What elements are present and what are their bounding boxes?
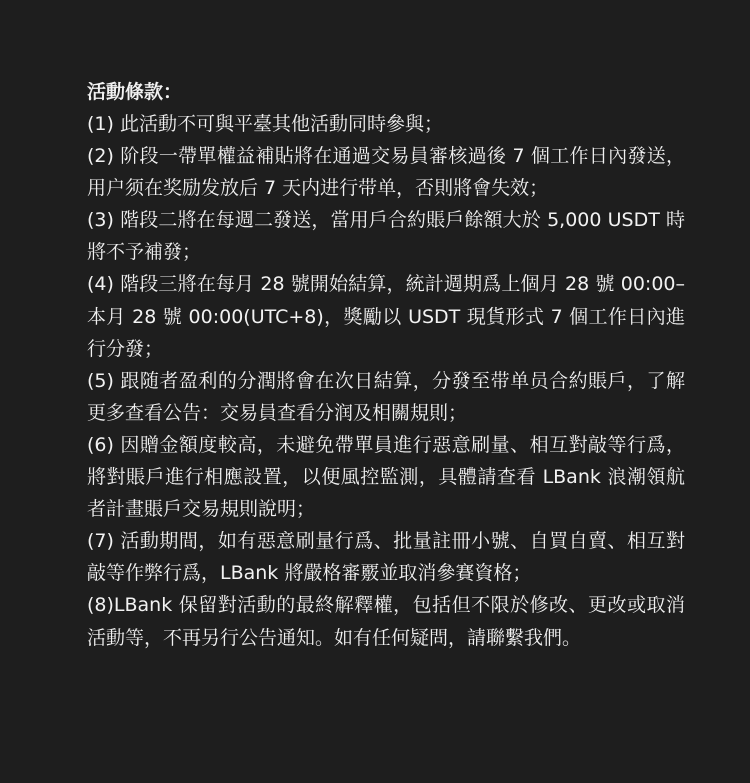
terms-clause-6: (6) 因贈金額度較高，未避免帶單員進行惡意刷量、相互對敲等行爲，將對賬戶進行相應設置，以便風控監測，具體請查看 LBank 浪潮領航者計畫賬戶交易規則說明； [87, 433, 685, 521]
terms-clause-1: (1) 此活動不可與平臺其他活動同時參與； [87, 113, 443, 135]
terms-list [87, 108, 685, 654]
terms-clause-3: (3) 階段二將在每週二發送，當用戶合約賬戶餘額大於 5,000 USDT 時將不予補發； [87, 209, 685, 264]
terms-clause-8: (8)LBank 保留對活動的最終解釋權，包括但不限於修改、更改或取消活動等，不再另行公告通知。如有任何疑問，請聯繫我們。 [87, 594, 685, 649]
terms-title: 活動條款： [87, 81, 183, 103]
terms-clause-2: (2) 阶段一帶單權益補貼將在通過交易員審核過後 7 個工作日內發送，用户须在奖励发放后 7 天内进行带单，否則將會失效； [87, 145, 685, 200]
terms-section [87, 76, 685, 654]
terms-clause-4: (4) 階段三將在每月 28 號開始結算，統計週期爲上個月 28 號 00:00– 本月 28 號 00:00(UTC+8)，獎勵以 USDT 現貨形式 7 個工作日內進行分發； [87, 273, 685, 360]
terms-clause-5: (5) 跟随者盈利的分潤將會在次日結算，分發至带单员合約賬戶，了解更多查看公告：交易員查看分润及相關規則； [87, 369, 685, 424]
terms-clause-7: (7) 活動期間，如有惡意刷量行爲、批量註冊小號、自買自賣、相互對敲等作弊行爲，LBank 將嚴格審覈並取消參賽資格； [87, 530, 685, 585]
